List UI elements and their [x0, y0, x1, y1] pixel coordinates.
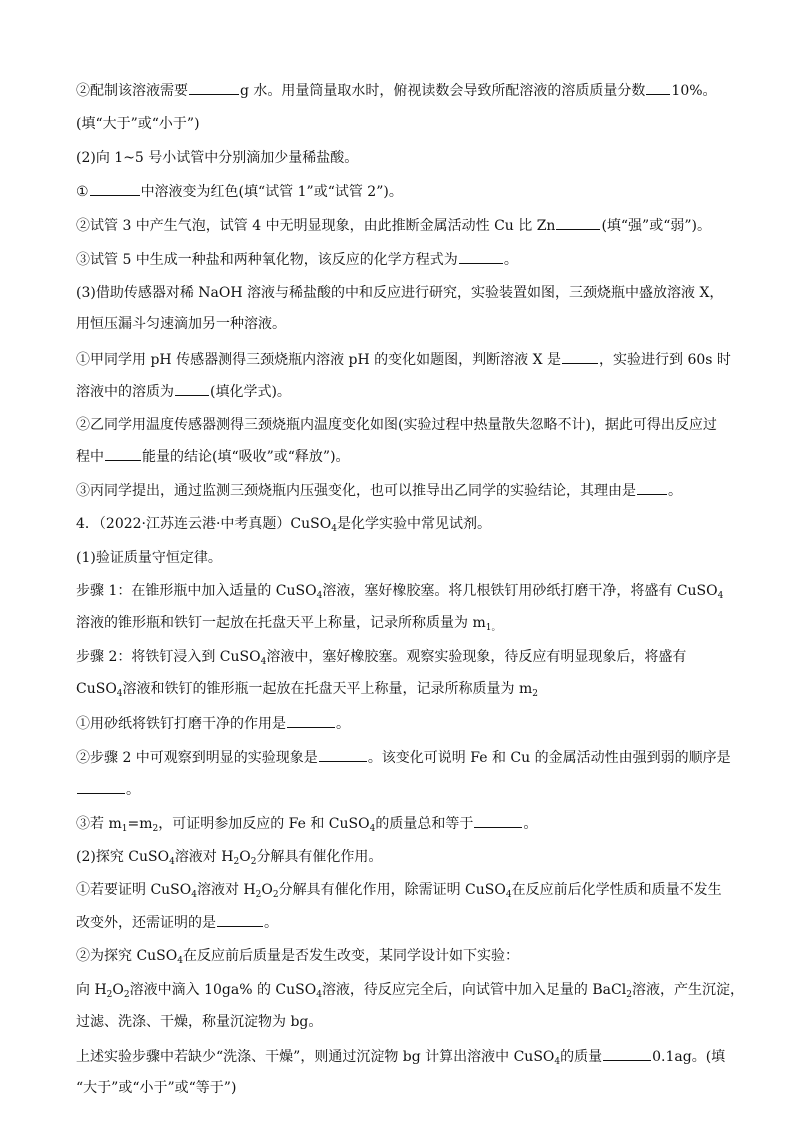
- answer-blank: [90, 181, 140, 196]
- question-title: 4．（2022·江苏连云港·中考真题）CuSO$_4$是化学实验中常见试剂。: [76, 516, 491, 534]
- answer-blank: [77, 779, 125, 794]
- question-line: 步骤 2：将铁钉浸入到 CuSO$_4$溶液中，塞好橡胶塞。观察实验现象，待反应有明显现象后，将盛有: [76, 649, 687, 667]
- question-line: “大于”或“小于”或“等于”): [76, 1080, 237, 1096]
- question-line: 用恒压漏斗匀速滴加另一种溶液。: [76, 316, 286, 332]
- answer-blank: [562, 349, 598, 364]
- section-heading: (2)向 1~5 号小试管中分别滴加少量稀盐酸。: [76, 150, 359, 166]
- question-line: ③若 $m_1=m_2$，可证明参加反应的 Fe 和 CuSO$_4$的质量总和等于 。: [76, 813, 537, 834]
- section-heading: (3)借助传感器对稀 NaOH 溶液与稀盐酸的中和反应进行研究，实验装置如图，三颈烧瓶中盛放溶液 X，: [76, 285, 724, 301]
- answer-blank: [217, 912, 263, 927]
- section-heading: (1)验证质量守恒定律。: [76, 550, 222, 566]
- answer-blank: [319, 747, 367, 762]
- question-line: (填“大于”或“小于”): [76, 116, 200, 132]
- answer-blank: [287, 713, 335, 728]
- question-line: ③丙同学提出，通过监测三颈烧瓶内压强变化，也可以推导出乙同学的实验结论，其理由是 。: [76, 480, 682, 501]
- answer-blank: [474, 813, 522, 828]
- answer-blank: [189, 80, 239, 95]
- question-line: 向 $H_2O_2$溶液中滴入 10ga% 的 CuSO$_4$溶液，待反应完全后，向试管中加入足量的 BaCl$_2$溶液，产生沉淀，: [76, 982, 744, 1000]
- question-line: ①用砂纸将铁钉打磨干净的作用是 。: [76, 713, 350, 734]
- answer-blank: [637, 480, 667, 495]
- question-line: 溶液的锥形瓶和铁钉一起放在托盘天平上称量，记录所称质量为 $m_{1。}$: [76, 615, 501, 633]
- question-line: 改变外，还需证明的是 。: [76, 912, 278, 933]
- question-line: 。: [76, 779, 140, 800]
- answer-blank: [105, 446, 141, 461]
- question-line: ②为探究 CuSO$_4$在反应前后质量是否发生改变，某同学设计如下实验：: [76, 948, 519, 966]
- answer-blank: [459, 249, 503, 264]
- question-line: 程中 能量的结论(填“吸收”或“释放”)。: [76, 446, 350, 467]
- question-line: 步骤 1：在锥形瓶中加入适量的 CuSO$_4$溶液，塞好橡胶塞。将几根铁钉用砂纸打磨干净，将盛有 CuSO$_4$: [76, 583, 724, 601]
- question-line: CuSO$_4$溶液和铁钉的锥形瓶一起放在托盘天平上称量，记录所称质量为 $m_2$: [76, 681, 538, 699]
- question-line: ②配制该溶液需要 g 水。用量筒量取水时，俯视读数会导致所配溶液的溶质质量分数 10%。: [76, 80, 717, 101]
- question-line: ②试管 3 中产生气泡，试管 4 中无明显现象，由此推断金属活动性 Cu 比 Zn (填“强”或“弱”)。: [76, 215, 711, 236]
- answer-blank: [175, 381, 209, 396]
- answer-blank: [646, 80, 670, 95]
- question-line: ②步骤 2 中可观察到明显的实验现象是 。该变化可说明 Fe 和 Cu 的金属活动性由强到弱的顺序是: [76, 747, 731, 768]
- question-line: ①若要证明 CuSO$_4$溶液对 $H_2O_2$分解具有催化作用，除需证明 CuSO$_4$在反应前后化学性质和质量不发生: [76, 882, 722, 900]
- question-line: 过滤、洗涤、干燥，称量沉淀物为 bg。: [76, 1014, 323, 1030]
- question-line: 溶液中的溶质为 (填化学式)。: [76, 381, 291, 402]
- question-line: ②乙同学用温度传感器测得三颈烧瓶内温度变化如图(实验过程中热量散失忽略不计)，据此可得出反应过: [76, 417, 717, 433]
- answer-blank: [556, 215, 600, 230]
- question-line: ① 中溶液变为红色(填“试管 1”或“试管 2”)。: [76, 181, 403, 202]
- answer-blank: [603, 1046, 651, 1061]
- question-line: ③试管 5 中生成一种盐和两种氧化物，该反应的化学方程式为 。: [76, 249, 518, 270]
- section-heading: (2)探究 CuSO$_4$溶液对 $H_2O_2$分解具有催化作用。: [76, 849, 383, 867]
- question-line: ①甲同学用 pH 传感器测得三颈烧瓶内溶液 pH 的变化如题图，判断溶液 X 是 ，实验进行到 60s 时: [76, 349, 731, 370]
- question-line: 上述实验步骤中若缺少“洗涤、干燥”，则通过沉淀物 bg 计算出溶液中 CuSO$_4$的质量 0.1ag。(填: [76, 1046, 725, 1067]
